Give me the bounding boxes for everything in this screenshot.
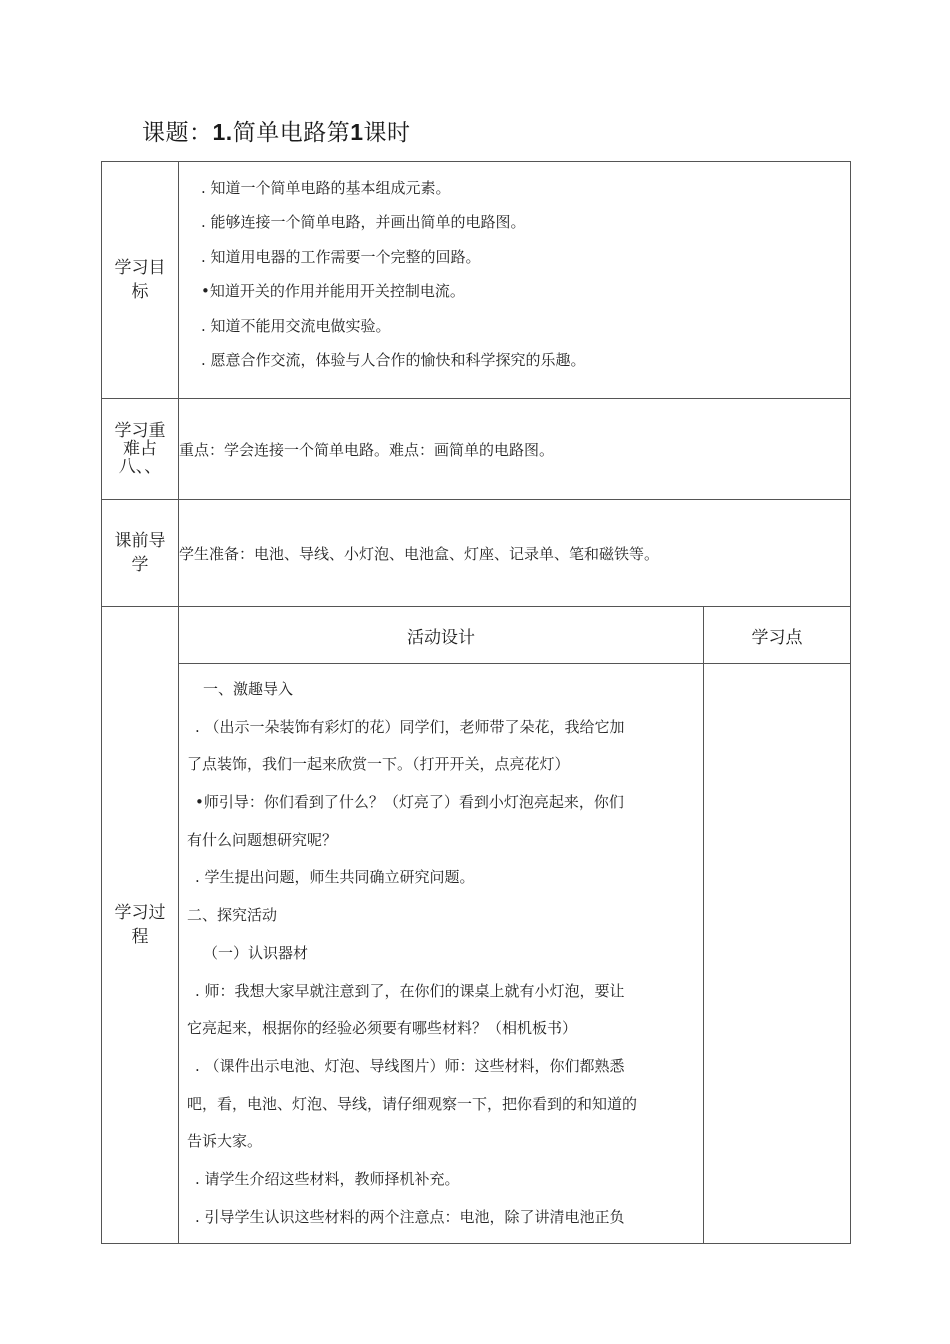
process-line: 了点装饰，我们一起来欣赏一下。（打开开关，点亮花灯） — [187, 755, 570, 774]
goal-item: . 知道用电器的工作需要一个完整的回路。 — [201, 247, 481, 266]
activity-design-content — [179, 664, 704, 1244]
process-line: 一、激趣导入 — [203, 680, 294, 698]
process-line: 告诉大家。 — [187, 1132, 263, 1151]
preview-label — [102, 500, 179, 607]
goals-content — [179, 162, 851, 399]
process-line: •师引导：你们看到了什么？（灯亮了）看到小灯泡亮起来，你们 — [195, 793, 624, 812]
keypoints-row — [102, 399, 851, 500]
keypoints-label-line: 学习重 — [114, 421, 166, 441]
goal-item: . 知道一个简单电路的基本组成元素。 — [201, 179, 451, 197]
process-line: . （课件出示电池、灯泡、导线图片）师：这些材料，你们都熟悉 — [195, 1056, 625, 1075]
process-line: . 师：我想大家早就注意到了，在你们的课桌上就有小灯泡，要让 — [195, 981, 625, 1000]
page-title — [142, 114, 410, 147]
lesson-plan-table — [101, 161, 851, 1244]
goals-list — [179, 162, 850, 384]
goal-item: •知道开关的作用并能用开关控制电流。 — [201, 282, 465, 301]
preview-label-line: 学 — [131, 555, 149, 575]
keypoints-label-line: 八、、 — [118, 457, 162, 477]
keypoints-text: 重点：学会连接一个简单电路。难点：画简单的电路图。 — [179, 399, 851, 500]
process-header-row — [102, 607, 851, 664]
process-line: 吧，看，电池、灯泡、导线，请仔细观察一下，把你看到的和知道的 — [187, 1094, 638, 1113]
process-line: . 学生提出问题，师生共同确立研究问题。 — [195, 868, 475, 887]
title-suffix: 课时 — [363, 120, 411, 146]
process-line: . （出示一朵装饰有彩灯的花）同学们，老师带了朵花，我给它加 — [195, 717, 625, 736]
goal-item: . 知道不能用交流电做实验。 — [201, 316, 391, 335]
keypoints-label — [102, 399, 179, 500]
title-number: 1. — [212, 119, 233, 145]
title-number-2: 1 — [350, 119, 364, 145]
keypoints-label-line: 难占 — [123, 439, 157, 459]
process-line: 它亮起来，根据你的经验必须要有哪些材料？（相机板书） — [187, 1019, 578, 1038]
process-label-line: 程 — [131, 927, 149, 948]
process-label-line: 学习过 — [114, 903, 166, 924]
preview-text: 学生准备：电池、导线、小灯泡、电池盒、灯座、记录单、笔和磁铁等。 — [179, 500, 851, 607]
process-line: . 请学生介绍这些材料，教师择机补充。 — [195, 1169, 460, 1188]
process-line: （一）认识器材 — [203, 943, 309, 962]
goals-label-line: 学习目 — [114, 258, 166, 278]
title-prefix: 课题： — [142, 120, 213, 146]
process-line: 二、探究活动 — [187, 906, 278, 925]
process-line: 有什么问题想研究呢？ — [187, 830, 338, 849]
process-line: . 引导学生认识这些材料的两个注意点：电池，除了讲清电池正负 — [195, 1207, 625, 1226]
learning-points-header: 学习点 — [704, 607, 851, 664]
activity-design-header: 活动设计 — [179, 607, 704, 664]
learning-points-content — [704, 664, 851, 1244]
process-label — [102, 607, 179, 1244]
goal-item: . 愿意合作交流，体验与人合作的愉快和科学探究的乐趣。 — [201, 350, 586, 369]
goals-label — [102, 162, 179, 399]
preview-label-line: 课前导 — [114, 531, 166, 551]
goal-item: . 能够连接一个简单电路，并画出简单的电路图。 — [201, 213, 526, 232]
preview-row — [102, 500, 851, 607]
goals-label-line: 标 — [131, 282, 149, 302]
goals-row — [102, 162, 851, 399]
process-lines — [187, 678, 695, 1243]
title-text: 简单电路第 — [232, 120, 351, 146]
process-content-row — [102, 664, 851, 1244]
